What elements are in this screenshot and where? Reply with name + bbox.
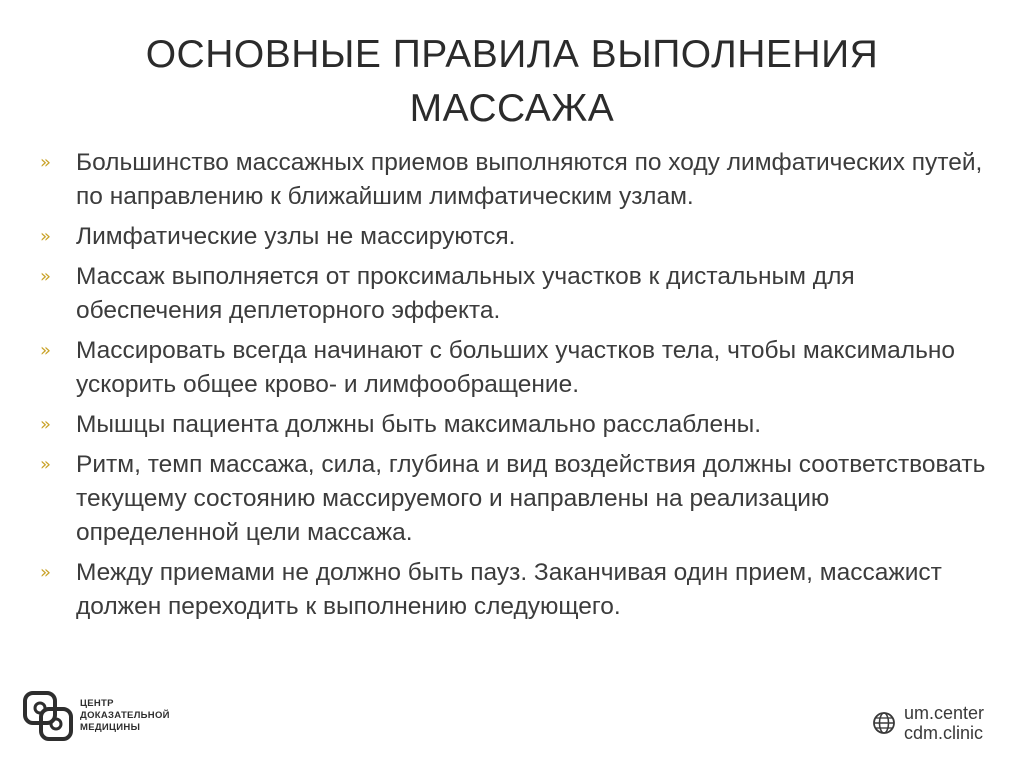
slide-title-line-2: МАССАЖА (409, 87, 615, 130)
logo-line-3: МЕДИЦИНЫ (80, 722, 141, 733)
slide-title (0, 28, 1024, 136)
bullet-item (40, 334, 990, 402)
bullet-text: Между приемами не должно быть пауз. Заканчивая один прием, массажист должен переходить к выполнению следующего. (76, 559, 942, 620)
bullet-text: Мышцы пациента должны быть максимально расслаблены. (76, 411, 762, 438)
globe-icon (872, 711, 896, 735)
website-links (872, 703, 1012, 747)
clinic-logo (22, 690, 242, 746)
bullet-item (40, 556, 990, 624)
site-list (904, 703, 984, 743)
linked-rings-logo-icon (22, 690, 74, 742)
bullet-item (40, 408, 990, 442)
bullet-text: Лимфатические узлы не массируются. (76, 223, 516, 250)
bullet-item (40, 146, 990, 214)
bullet-item (40, 260, 990, 328)
bullet-item (40, 448, 990, 550)
logo-line-1: ЦЕНТР (80, 698, 114, 709)
logo-wordmark (80, 698, 170, 734)
bullet-marker-icon: » (40, 562, 52, 583)
bullet-text: Массировать всегда начинают с больших участков тела, чтобы максимально ускорить общее крово- и лимфообращение. (76, 337, 955, 398)
slide-title-line-1: ОСНОВНЫЕ ПРАВИЛА ВЫПОЛНЕНИЯ (145, 33, 879, 76)
bullet-list (40, 146, 990, 630)
bullet-text: Большинство массажных приемов выполняются по ходу лимфатических путей, по направлению к ближайшим лимфатическим узлам. (76, 149, 983, 210)
logo-line-2: ДОКАЗАТЕЛЬНОЙ (80, 710, 170, 721)
bullet-marker-icon: » (40, 454, 52, 475)
bullet-item (40, 220, 990, 254)
bullet-marker-icon: » (40, 340, 52, 361)
site-link-um-center[interactable]: um.center (904, 703, 985, 723)
bullet-marker-icon: » (40, 226, 52, 247)
bullet-marker-icon: » (40, 266, 52, 287)
site-link-cdm-clinic[interactable]: cdm.clinic (904, 723, 984, 743)
bullet-text: Ритм, темп массажа, сила, глубина и вид воздействия должны соответствовать текущему состоянию массируемого и направлены на реализацию определенной цели массажа. (76, 451, 986, 546)
bullet-text: Массаж выполняется от проксимальных участков к дистальным для обеспечения деплеторного эффекта. (76, 263, 855, 324)
bullet-marker-icon: » (40, 414, 52, 435)
bullet-marker-icon: » (40, 152, 52, 173)
